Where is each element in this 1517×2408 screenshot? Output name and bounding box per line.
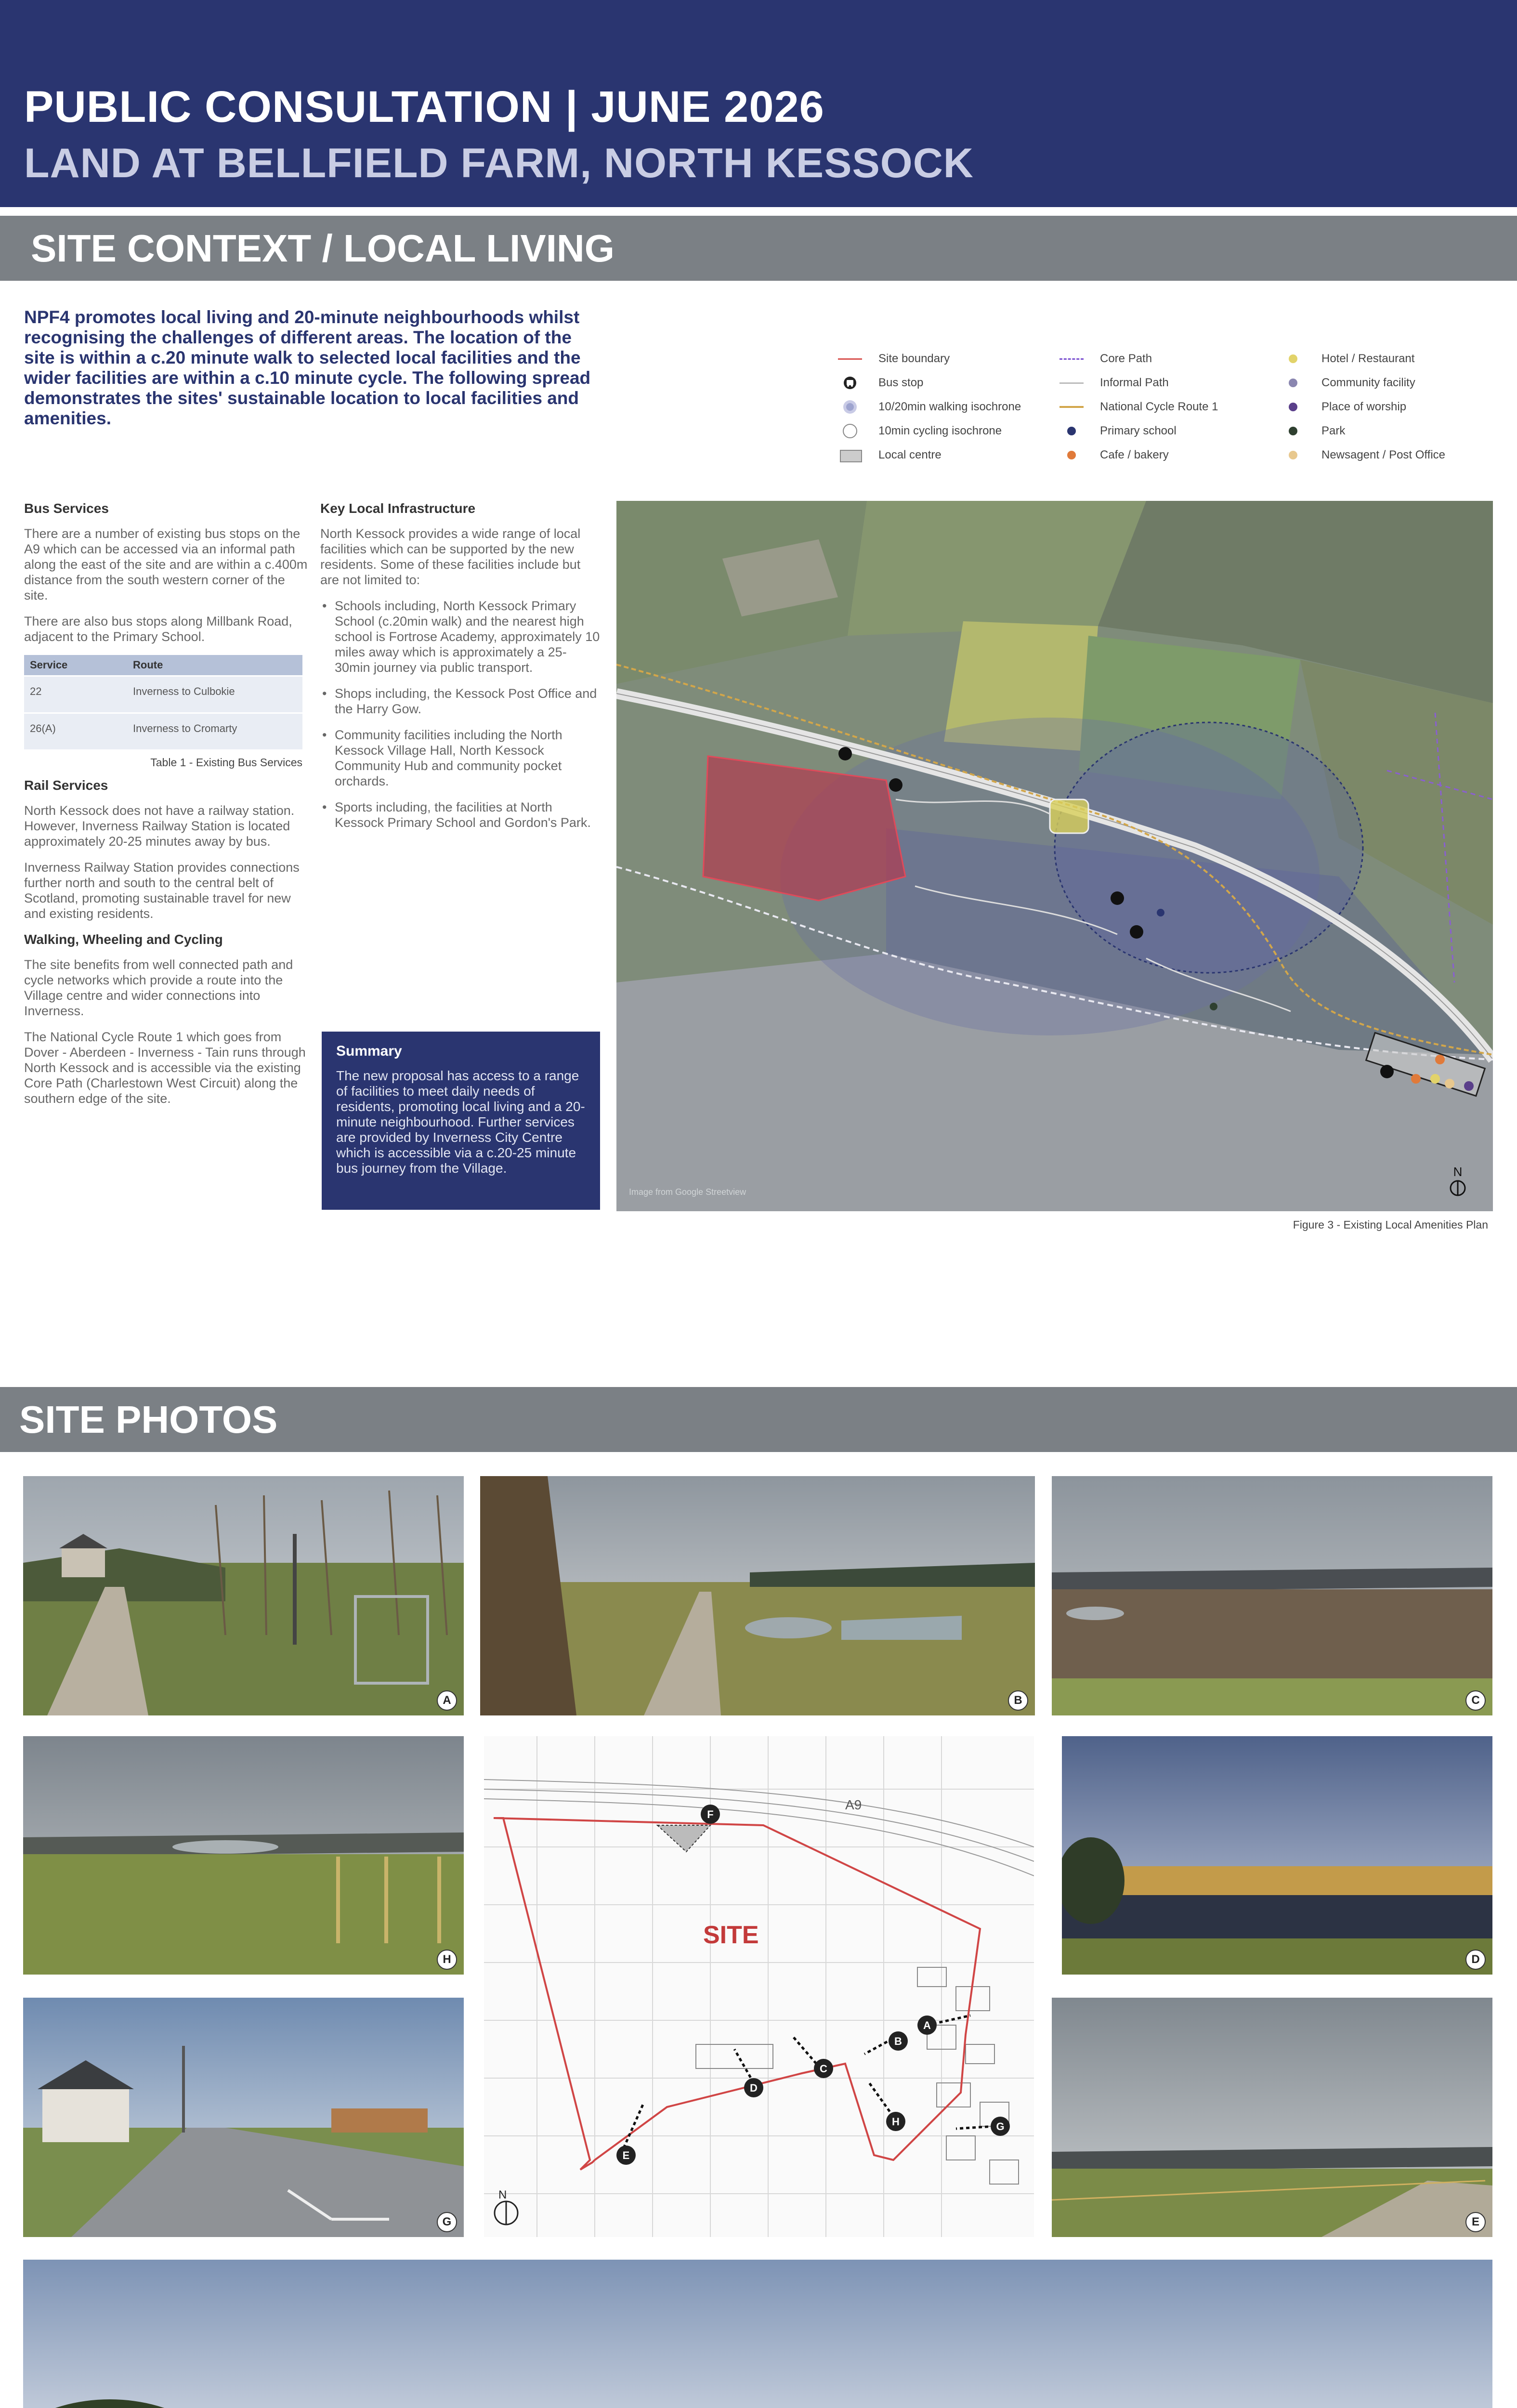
bus-paragraph: There are a number of existing bus stops on the A9 which can be accessed via an informal path along the east of the site and are within a c.400m distance from the south western corner of the site. <box>24 526 308 602</box>
legend-item <box>1281 376 1415 390</box>
table-cell: 26(A) <box>24 713 127 750</box>
page-title: PUBLIC CONSULTATION | JUNE 2026 <box>24 82 824 131</box>
legend-item <box>838 376 923 390</box>
photo-label-badge: H <box>437 1950 457 1970</box>
map-caption: Figure 3 - Existing Local Amenities Plan <box>1293 1218 1488 1231</box>
plan-marker-label: H <box>892 2116 900 2128</box>
informal-path-symbol <box>1059 376 1084 390</box>
legend-item <box>1059 376 1169 390</box>
bus-services-table <box>24 655 302 749</box>
map-legend <box>838 352 1483 477</box>
walking-isochrone-symbol <box>838 400 862 414</box>
legend-label: Place of worship <box>1321 400 1407 413</box>
summary-title: Summary <box>336 1043 402 1059</box>
photo-label-badge: G <box>437 2212 457 2232</box>
amenities-map <box>616 501 1493 1211</box>
legend-item <box>838 448 942 462</box>
infrastructure-text <box>320 526 602 830</box>
bus-services-text <box>24 526 308 644</box>
plan-road-label: A9 <box>845 1797 862 1812</box>
legend-item <box>1281 448 1445 462</box>
primary-school-dot-icon <box>1059 424 1084 438</box>
plan-marker-label: C <box>820 2063 827 2075</box>
intro-text: NPF4 promotes local living and 20-minute neighbourhoods whilst recognising the challenges of different areas. The location of the site is within a c.20 minute walk to selected local facilities and the wider facilities are within a c.10 minute cycle. The following spread demonstrates the sites' sustainable location to local facilities and amenities. <box>24 307 591 428</box>
table-header: Service <box>24 655 127 676</box>
location-plan-graphic <box>484 1736 1034 2237</box>
amenities-map-graphic <box>616 501 1493 1211</box>
hotel-dot-icon <box>1281 352 1305 366</box>
plan-site-label: SITE <box>703 1921 759 1949</box>
site-photo-location-plan <box>484 1736 1034 2237</box>
legend-item <box>1059 352 1152 366</box>
rail-services-title: Rail Services <box>24 778 108 793</box>
page-subtitle: LAND AT BELLFIELD FARM, NORTH KESSOCK <box>24 140 974 186</box>
table-row <box>24 713 302 750</box>
cafe-dot-icon <box>1059 448 1084 462</box>
list-item: • Shops including, the Kessock Post Office and the Harry Gow. <box>320 686 602 717</box>
list-item: • Sports including, the facilities at North Kessock Primary School and Gordon's Park. <box>320 799 602 830</box>
plan-marker-label: B <box>894 2035 902 2047</box>
legend-label: Bus stop <box>878 376 924 389</box>
bus-services-title: Bus Services <box>24 501 109 516</box>
legend-item <box>1281 424 1345 438</box>
plan-marker-label: D <box>750 2082 758 2094</box>
plan-marker-label: E <box>622 2149 630 2161</box>
legend-label: Core Path <box>1100 352 1152 365</box>
legend-label: Park <box>1321 424 1346 437</box>
legend-label: 10/20min walking isochrone <box>878 400 1021 413</box>
local-centre-symbol <box>838 448 862 462</box>
legend-label: Community facility <box>1321 376 1415 389</box>
legend-label: 10min cycling isochrone <box>878 424 1002 437</box>
site-photo-a <box>23 1476 464 1715</box>
table-cell: 22 <box>24 676 127 713</box>
legend-item <box>1059 424 1177 438</box>
photo-label-badge: B <box>1008 1690 1028 1711</box>
walking-paragraph: The National Cycle Route 1 which goes from Dover - Aberdeen - Inverness - Tain runs through North Kessock and is accessible via the existing Core Path (Charlestown West Circuit) along the southern edge of the site. <box>24 1030 306 1106</box>
photo-label-badge: C <box>1465 1690 1486 1711</box>
legend-label: Informal Path <box>1100 376 1169 389</box>
site-photo-b <box>480 1476 1035 1715</box>
site-boundary-symbol <box>838 352 862 366</box>
site-photo-d <box>1062 1736 1492 1975</box>
summary-text: The new proposal has access to a range of facilities to meet daily needs of residents, promoting local living and a 20-minute neighbourhood. Further services are provided by Inverness City Centre which is accessible via a c.20-25 minute bus journey from the Village. <box>336 1068 585 1176</box>
list-item: • Schools including, North Kessock Primary School (c.20min walk) and the nearest high school is Fortrose Academy, approximately 10 miles away which is approximately a 25-30min journey via public transport. <box>320 598 602 675</box>
site-photo-g <box>23 1998 464 2237</box>
photo-label-badge: A <box>437 1690 457 1711</box>
table-cell: Inverness to Culbokie <box>127 676 302 713</box>
legend-label: Hotel / Restaurant <box>1321 352 1415 365</box>
map-credit: Image from Google Streetview <box>629 1187 746 1197</box>
newsagent-dot-icon <box>1281 448 1305 462</box>
summary-box <box>322 1032 600 1210</box>
plan-marker-label: F <box>707 1808 714 1820</box>
legend-label: Newsagent / Post Office <box>1321 448 1446 461</box>
list-item: • Community facilities including the North Kessock Village Hall, North Kessock Community Hub and community pocket orchards. <box>320 727 602 789</box>
legend-label: Local centre <box>878 448 942 461</box>
legend-item <box>838 400 1021 414</box>
walking-title: Walking, Wheeling and Cycling <box>24 932 223 947</box>
site-photo-f-panorama <box>23 2260 1492 2408</box>
header-divider <box>0 207 1517 214</box>
legend-item <box>838 352 950 366</box>
section-title-photos: SITE PHOTOS <box>19 1398 278 1441</box>
photo-label-badge: E <box>1465 2212 1486 2232</box>
bus-paragraph: There are also bus stops along Millbank Road, adjacent to the Primary School. <box>24 614 292 644</box>
legend-item <box>1059 400 1218 414</box>
section-band-photos <box>0 1387 1517 1452</box>
table-header: Route <box>127 655 302 676</box>
legend-label: Primary school <box>1100 424 1177 437</box>
north-label: N <box>1453 1165 1463 1179</box>
table-cell: Inverness to Cromarty <box>127 713 302 750</box>
photo-label-badge: D <box>1465 1950 1486 1970</box>
community-dot-icon <box>1281 376 1305 390</box>
section-title-context: SITE CONTEXT / LOCAL LIVING <box>31 227 615 270</box>
core-path-symbol <box>1059 352 1084 366</box>
table-row <box>24 676 302 713</box>
rail-paragraph: North Kessock does not have a railway station. However, Inverness Railway Station is located approximately 20-25 minutes away by bus. <box>24 803 295 849</box>
site-photo-c <box>1052 1476 1492 1715</box>
walking-text <box>24 957 308 1106</box>
table-caption: Table 1 - Existing Bus Services <box>150 756 302 769</box>
text-column-middle <box>320 501 602 841</box>
infrastructure-list <box>320 598 602 830</box>
plan-marker-label: A <box>923 2019 931 2031</box>
legend-item <box>1059 448 1169 462</box>
legend-label: Site boundary <box>878 352 950 365</box>
infrastructure-paragraph: North Kessock provides a wide range of local facilities which can be supported by the new residents. Some of these facilities include but are not limited to: <box>320 526 581 587</box>
north-arrow-icon <box>1446 1165 1470 1193</box>
legend-item <box>1281 400 1406 414</box>
site-photo-e <box>1052 1998 1492 2237</box>
plan-north-label: N <box>498 2188 507 2201</box>
rail-paragraph: Inverness Railway Station provides connections further north and south to the central belt of Scotland, promoting sustainable travel for new and existing residents. <box>24 860 300 921</box>
text-column-left <box>24 501 308 1117</box>
site-photo-h <box>23 1736 464 1975</box>
table-header-row <box>24 655 302 676</box>
park-dot-icon <box>1281 424 1305 438</box>
legend-item <box>1281 352 1414 366</box>
legend-label: National Cycle Route 1 <box>1100 400 1218 413</box>
plan-marker-label: G <box>996 2120 1005 2133</box>
walking-paragraph: The site benefits from well connected path and cycle networks which provide a route into the Village centre and wider connections into Inverness. <box>24 957 293 1018</box>
bus-icon <box>838 376 862 390</box>
section-band-context <box>0 216 1517 281</box>
cycling-isochrone-symbol <box>838 424 862 438</box>
legend-label: Cafe / bakery <box>1100 448 1169 461</box>
infrastructure-title: Key Local Infrastructure <box>320 501 476 516</box>
cycle-route-symbol <box>1059 400 1084 414</box>
rail-services-text <box>24 803 308 921</box>
worship-dot-icon <box>1281 400 1305 414</box>
legend-item <box>838 424 1002 438</box>
